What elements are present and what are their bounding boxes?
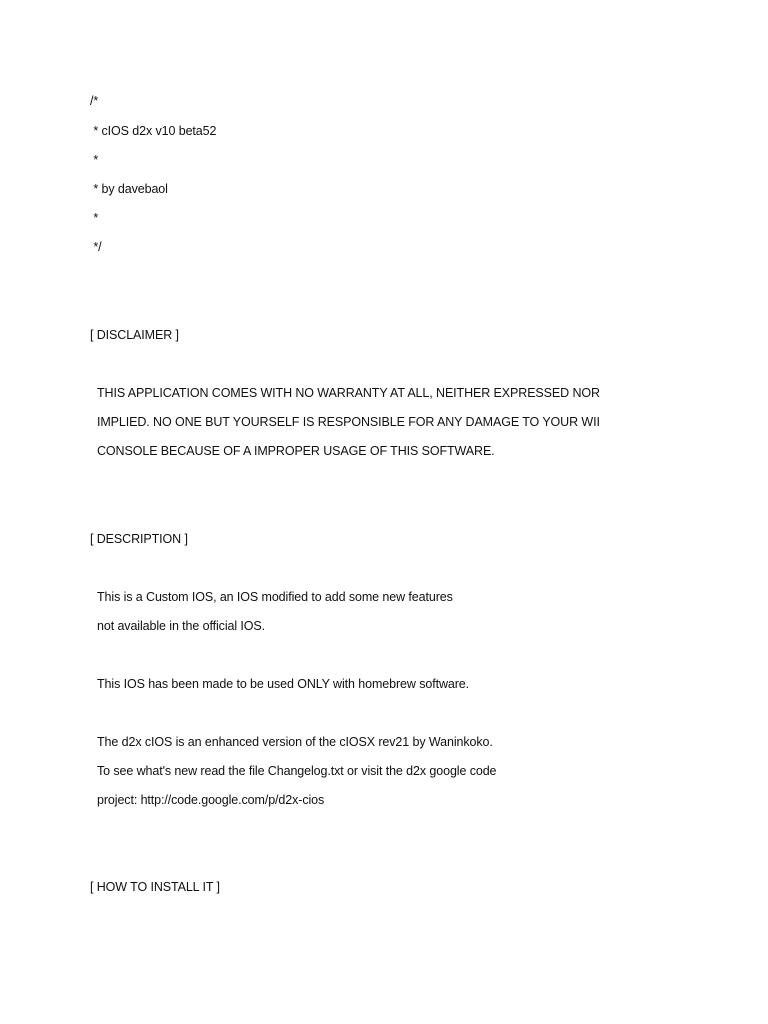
comment-blank-line: * bbox=[90, 153, 99, 167]
description-line: To see what's new read the file Changelog.txt or visit the d2x google code bbox=[97, 764, 497, 778]
description-line: project: http://code.google.com/p/d2x-cios bbox=[97, 793, 325, 807]
description-line: not available in the official IOS. bbox=[97, 619, 265, 633]
disclaimer-line: THIS APPLICATION COMES WITH NO WARRANTY AT ALL, NEITHER EXPRESSED NOR bbox=[97, 386, 600, 400]
doc-author: * by davebaol bbox=[90, 182, 168, 196]
disclaimer-line: IMPLIED. NO ONE BUT YOURSELF IS RESPONSIBLE FOR ANY DAMAGE TO YOUR WII bbox=[97, 415, 600, 429]
disclaimer-line: CONSOLE BECAUSE OF A IMPROPER USAGE OF THIS SOFTWARE. bbox=[97, 444, 495, 458]
description-line: This is a Custom IOS, an IOS modified to add some new features bbox=[97, 590, 453, 604]
description-heading: [ DESCRIPTION ] bbox=[90, 532, 188, 546]
description-line: The d2x cIOS is an enhanced version of the cIOSX rev21 by Waninkoko. bbox=[97, 735, 493, 749]
install-heading: [ HOW TO INSTALL IT ] bbox=[90, 880, 220, 894]
comment-open: /* bbox=[90, 94, 99, 108]
disclaimer-heading: [ DISCLAIMER ] bbox=[90, 328, 179, 342]
comment-close: */ bbox=[90, 240, 102, 254]
description-line: This IOS has been made to be used ONLY with homebrew software. bbox=[97, 677, 470, 691]
doc-title: * cIOS d2x v10 beta52 bbox=[90, 124, 217, 138]
comment-blank-line: * bbox=[90, 211, 99, 225]
